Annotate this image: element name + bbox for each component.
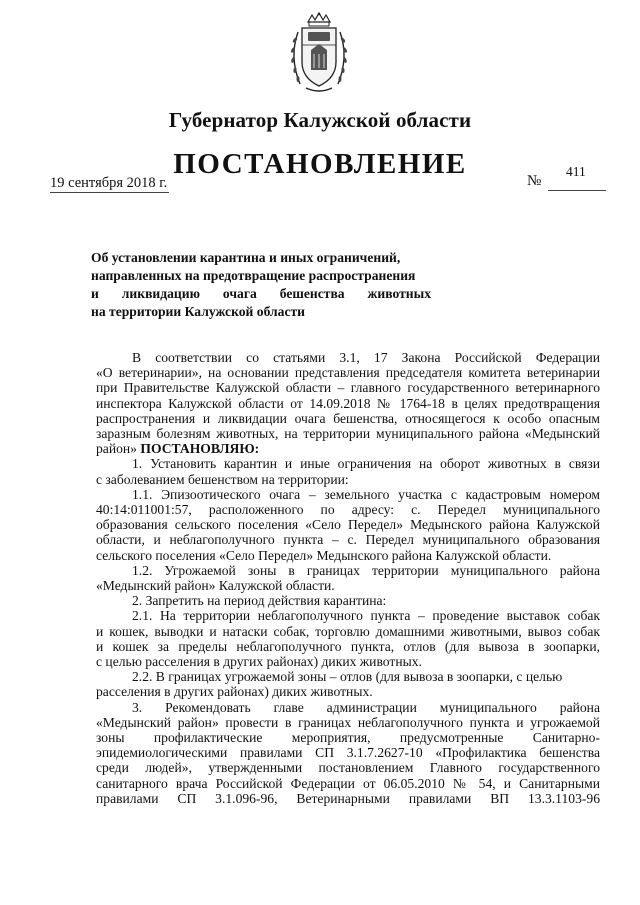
body-line: «Медынский район» провести в границах неблагополучного пункта и угрожаемой (96, 714, 600, 730)
body-line: 2.1. На территории неблагополучного пункта – проведение выставок собак (132, 608, 600, 624)
body-line: санитарного врача Российской Федерации от 06.05.2010 № 54, и Санитарными (96, 775, 600, 791)
body-line: зоны профилактические мероприятия, предусмотренные Санитарно- (96, 730, 600, 746)
body-line: 1.1. Эпизоотического очага – земельного участка с кадастровым номером (132, 486, 600, 502)
body-line: при Правительстве Калужской области – главного государственного ветеринарного (96, 380, 600, 396)
subject-line: Об установлении карантина и иных ограничений, (91, 250, 401, 265)
subject-line: направленных на предотвращение распространения (91, 268, 416, 283)
body-line: 2.2. В границах угрожаемой зоны – отлов (для вывоза в зоопарки, с целью (132, 669, 563, 685)
body-line: 3. Рекомендовать главе администрации муниципального района (132, 699, 600, 715)
body-line: 2. Запретить на период действия карантина: (132, 593, 387, 609)
subject-line: и ликвидацию очага бешенства животных (91, 286, 431, 301)
body-line: эпидемиологическими правилами СП 3.1.7.2627-10 «Профилактика бешенства (96, 745, 600, 761)
body-line: 1.2. Угрожаемой зоны в границах территории муниципального района (132, 562, 600, 578)
coat-of-arms-emblem (286, 12, 352, 96)
body-line: области, и неблагополучного пункта – с. Передел муниципального образования (96, 532, 600, 548)
body-line: и кошек, выводки и натаски собак, торговлю домашними животными, вывоз собак (96, 623, 600, 639)
body-line: сельского поселения «Село Передел» Медынского района Калужской области. (96, 547, 552, 563)
body-line: расселения в других районах) диких животных. (96, 684, 373, 700)
body-line: «Медынский район» Калужской области. (96, 578, 335, 594)
subject-line: на территории Калужской области (91, 304, 305, 319)
body-line: заразным болезням животных, на территории муниципального района «Медынский (96, 426, 600, 442)
document-number: 411 (566, 164, 586, 179)
authority-title: Губернатор Калужской области (168, 108, 472, 132)
body-line: правилами СП 3.1.096-96, Ветеринарными правилами ВП 13.3.1103-96 (96, 790, 600, 806)
body-line: 1. Установить карантин и иные ограничения на оборот животных в связи (132, 456, 600, 472)
body-line: «О ветеринарии», на основании представления председателя комитета ветеринарии (96, 365, 600, 381)
decree-keyword: ПОСТАНОВЛЯЮ: (140, 441, 260, 457)
body-line: инспектора Калужской области от 14.09.2018 № 1764-18 в целях предотвращения (96, 395, 600, 411)
document-subject (91, 249, 431, 321)
number-underline (548, 190, 606, 191)
document-type-title: ПОСТАНОВЛЕНИЕ (173, 148, 467, 180)
body-line: В соответствии со статьями 3.1, 17 Закона Российской Федерации (132, 350, 600, 365)
body-line (96, 441, 600, 456)
body-line: среди людей», утвержденными постановлением Главного государственного (96, 760, 600, 776)
number-label: № (527, 173, 542, 189)
body-line: с заболеванием бешенством на территории: (96, 471, 349, 487)
body-line: распространения и ликвидации очага бешенства, относящегося к особо опасным (96, 410, 600, 426)
body-line: с целью расселения в других районах) диких животных. (96, 654, 422, 670)
body-line: образования сельского поселения «Село Передел» Медынского района Калужской (96, 517, 600, 533)
body-line-fragment: район» (96, 441, 137, 457)
document-body (96, 350, 600, 806)
document-date: 19 сентября 2018 г. (50, 175, 168, 191)
body-line: 40:14:011001:57, расположенного по адресу: с. Передел муниципального (96, 502, 600, 518)
body-line: и кошек за пределы неблагополучного пункта, отлов (для вывоза в зоопарки, (96, 638, 600, 654)
